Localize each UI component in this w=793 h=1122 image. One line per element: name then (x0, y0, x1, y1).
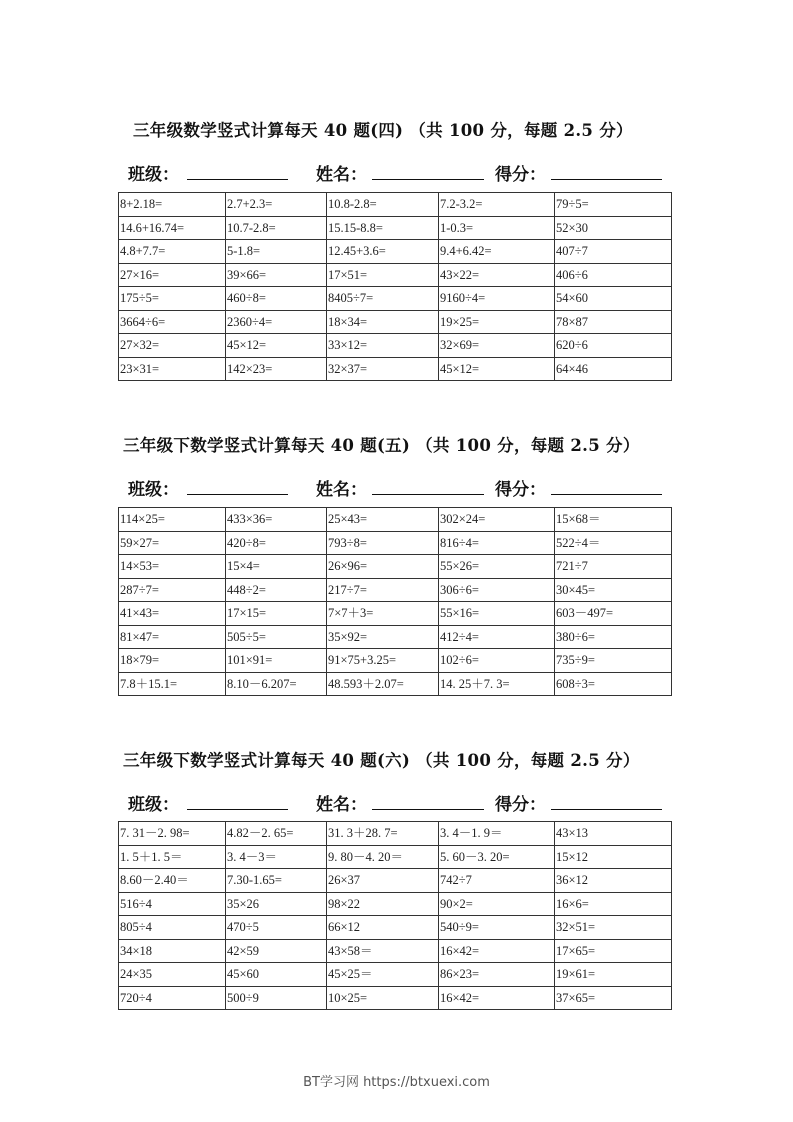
problem-cell: 9. 80－4. 20＝ (327, 845, 439, 869)
table-row (119, 963, 672, 987)
score-blank[interactable] (551, 494, 662, 495)
table-row (119, 672, 672, 696)
problem-cell: 2.7+2.3= (226, 193, 327, 217)
problem-cell: 59×27= (119, 531, 226, 555)
problem-cell: 8+2.18= (119, 193, 226, 217)
problem-cell: 32×51= (555, 916, 672, 940)
problem-cell: 37×65= (555, 986, 672, 1010)
problem-cell: 16×42= (439, 939, 555, 963)
problem-cell: 522÷4＝ (555, 531, 672, 555)
problem-cell: 7. 31－2. 98= (119, 822, 226, 846)
problem-cell: 721÷7 (555, 555, 672, 579)
problem-cell: 78×87 (555, 310, 672, 334)
problem-cell: 287÷7= (119, 578, 226, 602)
student-info-fields (128, 160, 673, 184)
problem-cell: 45×60 (226, 963, 327, 987)
problem-cell: 17×51= (327, 263, 439, 287)
problem-cell: 7×7＋3= (327, 602, 439, 626)
problem-cell: 516÷4 (119, 892, 226, 916)
class-label: 班级： (128, 795, 179, 815)
problem-cell: 742÷7 (439, 869, 555, 893)
class-blank[interactable] (187, 809, 288, 810)
student-info-fields (128, 475, 673, 499)
problem-table (118, 192, 672, 381)
problem-cell: 14. 25＋7. 3= (439, 672, 555, 696)
problem-cell: 25×43= (327, 508, 439, 532)
problem-cell: 66×12 (327, 916, 439, 940)
problem-cell: 620÷6 (555, 334, 672, 358)
problem-cell: 45×12= (226, 334, 327, 358)
problem-cell: 10.7-2.8= (226, 216, 327, 240)
problem-cell: 33×12= (327, 334, 439, 358)
table-row (119, 193, 672, 217)
problem-cell: 3. 4－3＝ (226, 845, 327, 869)
problem-cell: 8.10－6.207= (226, 672, 327, 696)
problem-cell: 306÷6= (439, 578, 555, 602)
problem-cell: 31. 3＋28. 7= (327, 822, 439, 846)
problem-cell: 39×66= (226, 263, 327, 287)
problem-cell: 90×2= (439, 892, 555, 916)
problem-cell: 406÷6 (555, 263, 672, 287)
score-blank[interactable] (551, 809, 662, 810)
problem-cell: 101×91= (226, 649, 327, 673)
problem-cell: 3664÷6= (119, 310, 226, 334)
name-blank[interactable] (372, 494, 484, 495)
problem-cell: 8.60－2.40＝ (119, 869, 226, 893)
problem-cell: 1-0.3= (439, 216, 555, 240)
problem-cell: 19×25= (439, 310, 555, 334)
problem-cell: 603－497= (555, 602, 672, 626)
problem-cell: 10×25= (327, 986, 439, 1010)
problem-cell: 23×31= (119, 357, 226, 381)
problem-table (118, 507, 672, 696)
table-row (119, 649, 672, 673)
problem-cell: 302×24= (439, 508, 555, 532)
problem-cell: 86×23= (439, 963, 555, 987)
table-row (119, 578, 672, 602)
problem-cell: 505÷5= (226, 625, 327, 649)
problem-cell: 412÷4= (439, 625, 555, 649)
score-blank[interactable] (551, 179, 662, 180)
problem-cell: 45×12= (439, 357, 555, 381)
problem-cell: 608÷3= (555, 672, 672, 696)
problem-cell: 14.6+16.74= (119, 216, 226, 240)
problem-cell: 30×45= (555, 578, 672, 602)
name-label: 姓名： (316, 795, 367, 815)
problem-cell: 9.4+6.42= (439, 240, 555, 264)
table-row (119, 334, 672, 358)
problem-cell: 9160÷4= (439, 287, 555, 311)
problem-cell: 380÷6= (555, 625, 672, 649)
problem-cell: 52×30 (555, 216, 672, 240)
problem-cell: 91×75+3.25= (327, 649, 439, 673)
class-label: 班级： (128, 165, 179, 185)
table-row (119, 310, 672, 334)
table-row (119, 939, 672, 963)
problem-cell: 720÷4 (119, 986, 226, 1010)
problem-cell: 12.45+3.6= (327, 240, 439, 264)
problem-cell: 540÷9= (439, 916, 555, 940)
problem-cell: 34×18 (119, 939, 226, 963)
class-label: 班级： (128, 480, 179, 500)
problem-cell: 433×36= (226, 508, 327, 532)
problem-cell: 805÷4 (119, 916, 226, 940)
problem-cell: 98×22 (327, 892, 439, 916)
problem-cell: 81×47= (119, 625, 226, 649)
name-blank[interactable] (372, 179, 484, 180)
problem-cell: 16×6= (555, 892, 672, 916)
problem-cell: 4.8+7.7= (119, 240, 226, 264)
problem-cell: 7.30-1.65= (226, 869, 327, 893)
score-label: 得分： (495, 480, 546, 500)
problem-cell: 816÷4= (439, 531, 555, 555)
problem-table (118, 821, 672, 1010)
problem-cell: 19×61= (555, 963, 672, 987)
problem-cell: 42×59 (226, 939, 327, 963)
score-label: 得分： (495, 795, 546, 815)
score-label: 得分： (495, 165, 546, 185)
problem-cell: 460÷8= (226, 287, 327, 311)
problem-cell: 54×60 (555, 287, 672, 311)
student-info-fields (128, 790, 673, 814)
problem-cell: 2360÷4= (226, 310, 327, 334)
problem-cell: 35×92= (327, 625, 439, 649)
table-row (119, 531, 672, 555)
problem-cell: 1. 5＋1. 5＝ (119, 845, 226, 869)
table-row (119, 869, 672, 893)
problem-cell: 27×32= (119, 334, 226, 358)
class-blank[interactable] (187, 179, 288, 180)
section-title: 三年级数学竖式计算每天 40 题(四) （共 100 分，每题 2.5 分） (133, 121, 633, 140)
problem-cell: 407÷7 (555, 240, 672, 264)
problem-cell: 79÷5= (555, 193, 672, 217)
problem-cell: 32×37= (327, 357, 439, 381)
table-row (119, 625, 672, 649)
problem-cell: 48.593＋2.07= (327, 672, 439, 696)
table-row (119, 916, 672, 940)
table-row (119, 822, 672, 846)
table-row (119, 845, 672, 869)
problem-cell: 3. 4－1. 9＝ (439, 822, 555, 846)
table-row (119, 240, 672, 264)
section-title: 三年级下数学竖式计算每天 40 题(六) （共 100 分，每题 2.5 分） (123, 751, 640, 770)
problem-cell: 64×46 (555, 357, 672, 381)
problem-cell: 17×65= (555, 939, 672, 963)
problem-cell: 36×12 (555, 869, 672, 893)
problem-cell: 43×58＝ (327, 939, 439, 963)
problem-cell: 32×69= (439, 334, 555, 358)
problem-cell: 7.8＋15.1= (119, 672, 226, 696)
problem-cell: 55×16= (439, 602, 555, 626)
problem-cell: 17×15= (226, 602, 327, 626)
problem-cell: 10.8-2.8= (327, 193, 439, 217)
table-row (119, 892, 672, 916)
problem-cell: 175÷5= (119, 287, 226, 311)
problem-cell: 448÷2= (226, 578, 327, 602)
problem-cell: 217÷7= (327, 578, 439, 602)
table-row (119, 216, 672, 240)
class-blank[interactable] (187, 494, 288, 495)
table-row (119, 602, 672, 626)
problem-cell: 15×68＝ (555, 508, 672, 532)
footer-watermark: BT学习网 https://btxuexi.com (303, 1075, 490, 1090)
table-row (119, 357, 672, 381)
problem-cell: 142×23= (226, 357, 327, 381)
problem-cell: 43×22= (439, 263, 555, 287)
table-row (119, 986, 672, 1010)
problem-cell: 470÷5 (226, 916, 327, 940)
problem-cell: 16×42= (439, 986, 555, 1010)
problem-cell: 5. 60－3. 20= (439, 845, 555, 869)
problem-cell: 4.82－2. 65= (226, 822, 327, 846)
problem-cell: 26×37 (327, 869, 439, 893)
problem-cell: 5-1.8= (226, 240, 327, 264)
name-blank[interactable] (372, 809, 484, 810)
problem-cell: 18×34= (327, 310, 439, 334)
problem-cell: 793÷8= (327, 531, 439, 555)
problem-cell: 500÷9 (226, 986, 327, 1010)
table-row (119, 263, 672, 287)
name-label: 姓名： (316, 165, 367, 185)
problem-cell: 35×26 (226, 892, 327, 916)
problem-cell: 15.15-8.8= (327, 216, 439, 240)
problem-cell: 41×43= (119, 602, 226, 626)
problem-cell: 55×26= (439, 555, 555, 579)
section-title: 三年级下数学竖式计算每天 40 题(五) （共 100 分，每题 2.5 分） (123, 436, 640, 455)
problem-cell: 27×16= (119, 263, 226, 287)
problem-cell: 15×4= (226, 555, 327, 579)
problem-cell: 18×79= (119, 649, 226, 673)
problem-cell: 102÷6= (439, 649, 555, 673)
problem-cell: 24×35 (119, 963, 226, 987)
problem-cell: 43×13 (555, 822, 672, 846)
table-row (119, 555, 672, 579)
problem-cell: 15×12 (555, 845, 672, 869)
problem-cell: 420÷8= (226, 531, 327, 555)
table-row (119, 508, 672, 532)
problem-cell: 14×53= (119, 555, 226, 579)
name-label: 姓名： (316, 480, 367, 500)
table-row (119, 287, 672, 311)
problem-cell: 7.2-3.2= (439, 193, 555, 217)
problem-cell: 8405÷7= (327, 287, 439, 311)
problem-cell: 735÷9= (555, 649, 672, 673)
problem-cell: 45×25＝ (327, 963, 439, 987)
problem-cell: 26×96= (327, 555, 439, 579)
problem-cell: 114×25= (119, 508, 226, 532)
